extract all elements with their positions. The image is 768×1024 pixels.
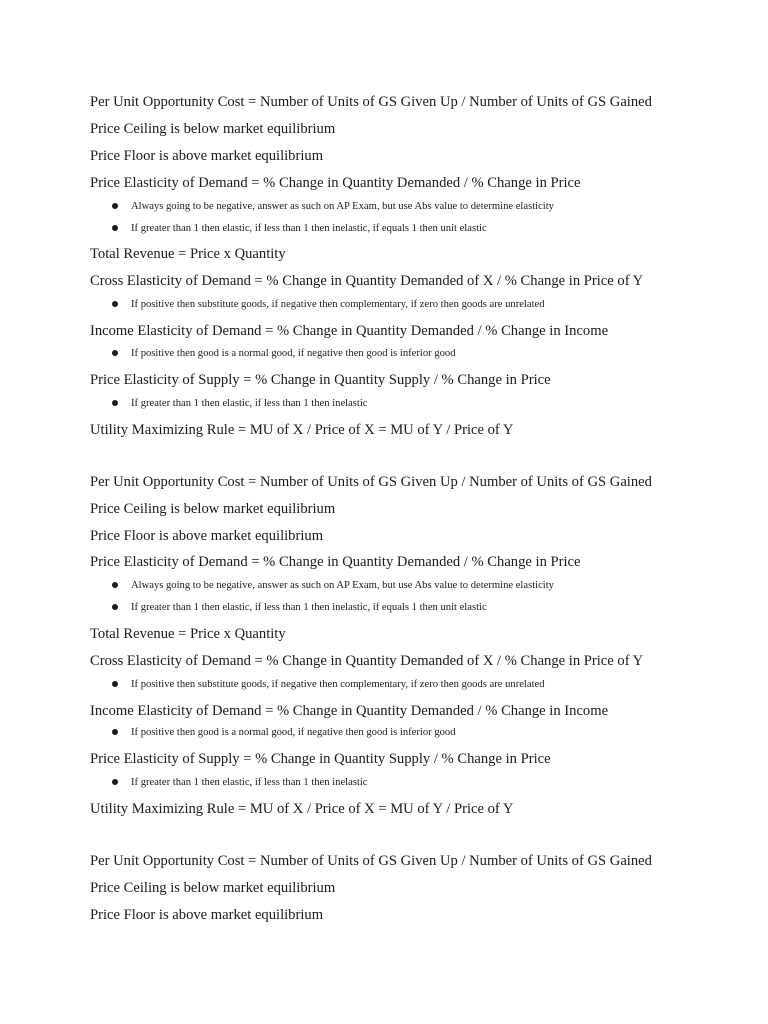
bullet-item [112, 579, 554, 593]
text-line [90, 245, 286, 263]
bullet-dot-icon [112, 729, 118, 735]
line-text: Price Elasticity of Supply = % Change in Quantity Supply / % Change in Price [90, 751, 551, 767]
bullet-text: If greater than 1 then elastic, if less than 1 then inelastic, if equals 1 then unit elastic [131, 602, 487, 613]
bullet-text: Always going to be negative, answer as such on AP Exam, but use Abs value to determine elasticity [131, 201, 554, 212]
text-line [90, 421, 513, 439]
bullet-text: If greater than 1 then elastic, if less than 1 then inelastic [131, 777, 368, 788]
bullet-text: If greater than 1 then elastic, if less than 1 then inelastic [131, 398, 368, 409]
line-text: Price Elasticity of Supply = % Change in Quantity Supply / % Change in Price [90, 372, 551, 388]
text-line [90, 906, 323, 924]
text-line [90, 750, 551, 768]
bullet-item [112, 200, 554, 214]
line-text: Total Revenue = Price x Quantity [90, 246, 286, 262]
line-text: Cross Elasticity of Demand = % Change in Quantity Demanded of X / % Change in Price of Y [90, 653, 644, 669]
line-text: Income Elasticity of Demand = % Change in Quantity Demanded / % Change in Income [90, 703, 609, 719]
bullet-item [112, 298, 545, 312]
bullet-item [112, 397, 368, 411]
line-text: Per Unit Opportunity Cost = Number of Units of GS Given Up / Number of Units of GS Gained [90, 94, 652, 110]
bullet-item [112, 601, 487, 615]
bullet-item [112, 678, 545, 692]
text-line [90, 800, 513, 818]
bullet-dot-icon [112, 350, 118, 356]
text-line [90, 473, 652, 491]
text-line [90, 702, 608, 720]
line-text: Income Elasticity of Demand = % Change in Quantity Demanded / % Change in Income [90, 323, 609, 339]
bullet-dot-icon [112, 203, 118, 209]
line-text: Price Elasticity of Demand = % Change in Quantity Demanded / % Change in Price [90, 175, 581, 191]
text-line [90, 500, 335, 518]
line-text: Price Floor is above market equilibrium [90, 148, 324, 164]
bullet-dot-icon [112, 604, 118, 610]
line-text: Price Ceiling is below market equilibrium [90, 501, 336, 517]
bullet-text: If positive then substitute goods, if negative then complementary, if zero then goods are unrelated [131, 679, 545, 690]
text-line [90, 93, 652, 111]
text-line [90, 553, 581, 571]
text-line [90, 272, 643, 290]
line-text: Price Floor is above market equilibrium [90, 528, 324, 544]
bullet-text: If positive then good is a normal good, if negative then good is inferior good [131, 348, 456, 359]
text-line [90, 652, 643, 670]
text-line [90, 371, 551, 389]
bullet-text: If positive then substitute goods, if negative then complementary, if zero then goods are unrelated [131, 299, 545, 310]
bullet-item [112, 776, 368, 790]
bullet-dot-icon [112, 400, 118, 406]
bullet-dot-icon [112, 779, 118, 785]
bullet-text: Always going to be negative, answer as such on AP Exam, but use Abs value to determine elasticity [131, 580, 554, 591]
bullet-item [112, 347, 456, 361]
line-text: Price Ceiling is below market equilibrium [90, 121, 336, 137]
bullet-dot-icon [112, 301, 118, 307]
bullet-dot-icon [112, 582, 118, 588]
bullet-text: If positive then good is a normal good, if negative then good is inferior good [131, 727, 456, 738]
line-text: Utility Maximizing Rule = MU of X / Price of X = MU of Y / Price of Y [90, 422, 514, 438]
line-text: Per Unit Opportunity Cost = Number of Units of GS Given Up / Number of Units of GS Gained [90, 853, 652, 869]
bullet-item [112, 726, 456, 740]
line-text: Per Unit Opportunity Cost = Number of Units of GS Given Up / Number of Units of GS Gained [90, 474, 652, 490]
text-line [90, 322, 608, 340]
text-line [90, 852, 652, 870]
bullet-text: If greater than 1 then elastic, if less than 1 then inelastic, if equals 1 then unit elastic [131, 223, 487, 234]
line-text: Cross Elasticity of Demand = % Change in Quantity Demanded of X / % Change in Price of Y [90, 273, 644, 289]
text-line [90, 879, 335, 897]
bullet-dot-icon [112, 681, 118, 687]
line-text: Price Elasticity of Demand = % Change in Quantity Demanded / % Change in Price [90, 554, 581, 570]
line-text: Price Floor is above market equilibrium [90, 907, 324, 923]
bullet-item [112, 222, 487, 236]
line-text: Price Ceiling is below market equilibrium [90, 880, 336, 896]
text-line [90, 120, 335, 138]
bullet-dot-icon [112, 225, 118, 231]
line-text: Total Revenue = Price x Quantity [90, 626, 286, 642]
text-line [90, 147, 323, 165]
line-text: Utility Maximizing Rule = MU of X / Price of X = MU of Y / Price of Y [90, 801, 514, 817]
text-line [90, 527, 323, 545]
text-line [90, 625, 286, 643]
text-line [90, 174, 581, 192]
